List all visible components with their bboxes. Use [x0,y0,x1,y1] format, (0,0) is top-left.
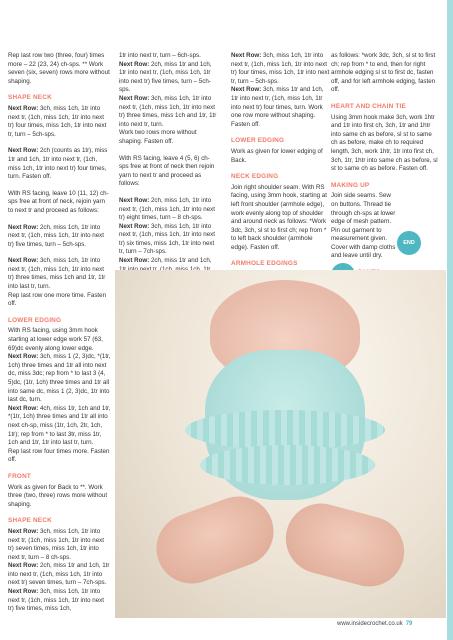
page-edge-stripe [447,0,453,640]
paragraph: Rep last row one more time. Fasten off. [8,291,107,308]
paragraph: Rep last row four times more. Fasten off. [8,447,110,464]
text-column-2 [119,52,219,291]
paragraph: Join right shoulder seam. With RS facing, using 3mm hook, starting at left front shoulder (armhole edge), work evenly along top of shoulder and around neck as follows: *Work 3dc, 3ch, sl st to first ch; rep from * to left back shoulder (armhole edge). Fasten off. [231,183,327,251]
section-heading: ARMHOLE EDGINGS [231,260,298,268]
baby-leg-right [278,496,412,595]
section-heading: LOWER EDGING [8,316,62,324]
website-link[interactable]: www.insidecrochet.co.uk [337,621,403,627]
paragraph: Next Row: 3ch, miss 1ch, 1tr into next tr, (1ch, miss 1ch, 1tr into next tr) four times, miss 1ch, 1tr into next tr, turn – 5ch-sps. [231,52,330,85]
section-heading: NECK EDGING [231,173,279,181]
paragraph: Next Row: 3ch, miss 1ch, 1tr into next tr, (1ch, miss 1ch, 1tr into next tr) five times, miss 1ch, [8,588,104,613]
paragraph: 1tr into next tr, turn – 6ch-sps. [119,52,201,59]
paragraph: With RS facing, leave 10 (11, 12) ch-sps free at front of neck, rejoin yarn to next tr and proceed as follows: [8,189,109,214]
paragraph: Next Row: 3ch, miss 1ch, 1tr into next tr, (1ch, miss 1ch, 1tr into next tr) three times, miss 1ch and 1tr, 1tr into last tr, turn. [8,257,106,291]
paragraph: Work two rows more without shaping. Fasten off. [119,129,197,145]
section-heading: SHAPE NECK [8,94,52,102]
paragraph: Next Row: 3ch, miss 1tr and 1ch, 1tr into next tr, (1ch, miss 1ch, 1tr into next tr) four times, turn. Work one row more without shaping. Fasten off. [231,86,324,128]
paragraph: With RS facing, using 3mm hook starting at lower edge work 57 (63, 69)dc evenly along lower edge. [8,327,103,352]
paragraph: Next Row: 2ch, miss 1tr and 1ch, 1tr into next tr, (1ch, miss 1ch, 1tr into next tr) seven times, turn – 7ch-sps. [8,562,110,587]
ruffle-shape [185,410,385,450]
paragraph: Next Row: 4ch, miss 1tr, 1ch and 1tr, *(1tr, 1ch) three times and 1tr all into next ch-sp, miss (1tr, 1ch, 2tr, 1ch, 1tr); rep from * to last 3tr, miss 1tr, 1ch and 1tr, 1tr into last tr, turn. [8,404,111,447]
paragraph: Work as given for lower edging of Back. [231,147,323,164]
paragraph: Next Row: 2ch, miss 1ch, 1tr into next tr, (1ch, miss 1ch, 1tr into next tr) eight times, turn – 8 ch-sps. [119,196,215,222]
paragraph: Next Row: 2ch (counts as 1tr), miss 1tr and 1ch, 1tr into next tr, (1ch, miss 1ch, 1tr into next tr) four times, turn. Fasten off. [8,147,108,181]
paragraph: Next Row: 3ch, miss 1ch, 1tr into next tr, (1ch, miss 1ch, 1tr into next tr) four times, miss 1ch, 1tr into next tr, turn – 5ch-sps. [8,104,107,138]
paragraph: With RS facing, leave 4 (5, 6) ch-sps free at front of neck then rejoin yarn to next tr and proceed as follows: [119,154,215,188]
baby-photo [115,270,446,618]
paragraph: Next Row: 2ch, miss 1ch, 1tr into next tr, (1ch, miss 1ch, 1tr into next tr) five times, turn – 5ch-sps. [8,223,104,248]
paragraph: Join side seams. Sew on buttons. Thread tie through ch-sps at lower edge of mesh pattern. Pin out garment to measurement given. Cover with damp cloths and leave until dry. [331,192,396,260]
baby-leg-left [147,487,284,594]
text-column-1 [8,52,111,614]
paragraph: Next Row: 3ch, miss 1 (2, 3)dc, *(1tr, 1ch) three times and 1tr all into next dc, miss 3dc; rep from * to last 3 (4, 5)dc, (1tr, 1ch) three times and 1tr all into same dc, miss 1 (2, 3)dc, 1tr into last dc, turn. [8,353,111,404]
section-heading: SHAPE NECK [8,517,52,525]
ruffle-shape [200,445,375,485]
paragraph: Next Row: 2ch, miss 1tr and 1ch, 1tr into next tr, (1ch, miss 1ch, 1tr into next tr) five times, turn – 5ch-sps. [119,60,212,94]
section-heading: FRONT [8,472,32,480]
paragraph: Next Row: 3ch, miss 1ch, 1tr into next tr, (1ch, miss 1ch, 1tr into next tr) six times, miss 1ch, 1tr into next tr, turn – 7ch-sps. [119,222,215,256]
paragraph: Work as given for Back to **. Work three (two, three) rows more without shaping. [8,483,108,508]
end-badge: END [397,231,421,255]
paragraph: Rep last row two (three, four) times more – 22 (23, 24) ch-sps. ** Work seven (six, seven) rows more without shaping. [8,52,110,85]
page-footer [337,621,412,627]
text-column-3 [231,52,331,296]
paragraph: Next Row: 3ch, miss 1ch, 1tr into next tr, (1ch, miss 1ch, 1tr into next tr) three times, miss 1ch and 1tr, 1tr into next tr, turn. [119,94,217,128]
section-heading: HEART AND CHAIN TIE [331,102,406,110]
page-number: 79 [405,621,413,627]
paragraph: as follows: *work 3dc, 3ch, sl st to first ch; rep from * to end, then for right armhole edging sl st to first dc, fasten off, and for left armhole edging, fasten off. [331,52,436,94]
paragraph: Next Row: 3ch, miss 1ch, 1tr into next tr, (1ch, miss 1ch, 1tr into next tr) seven times, miss 1ch, 1tr into next tr, turn – 8 ch-sps. [8,527,104,561]
section-heading: LOWER EDGING [231,137,285,145]
paragraph: Next Row: 2ch, miss 1tr and 1ch, [119,257,212,265]
section-heading: MAKING UP [331,181,370,189]
paragraph: Using 3mm hook make 3ch, work 1htr and 1tr into first ch, 3ch, 1tr and 1htr into same ch as before, sl st to same ch as before, make ch to required length, 3ch, work 1htr, 1tr into first ch, 3ch, 1tr, 1htr into same ch as before, sl st to same ch as before. Fasten off. [331,113,438,173]
